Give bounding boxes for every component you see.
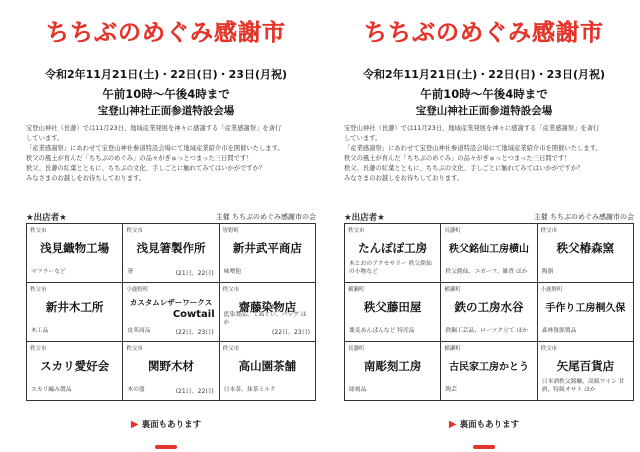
back-page-note (12, 418, 320, 430)
cell-area: 横瀬町 (348, 287, 365, 293)
intro-line: 秩父、長瀞の紅葉とともに、ちちぶの文化、手しごとに触れてみてはいかがですか？ (344, 165, 584, 172)
cell-area: 小鹿野町 (540, 287, 563, 293)
cell-area: 長瀞町 (444, 228, 461, 234)
cell-area: 秩父市 (540, 346, 558, 352)
cell-area: 小鹿野町 (126, 287, 149, 293)
cell-area: 秩父市 (540, 228, 558, 234)
cell-area: 秩父市 (126, 228, 143, 234)
exhibitor-cell (123, 342, 219, 401)
event-date: 令和2年11月21日(土)・22日(日)・23日(月祝) (362, 68, 606, 81)
cell-subname: Cowtail (172, 309, 215, 320)
cell-goods: 藍染製品、てぬぐい、バッグ ほか (223, 312, 307, 326)
cell-goods: 日本酒秩父銘醸、高級ワイン 甘酒、特級オサト ほか (541, 379, 625, 393)
cell-goods: 木とおのアクセサリー 秩父銘仙の小物など (349, 261, 432, 275)
cell-area: 横瀬町 (444, 287, 461, 293)
intro-line: 宝登山神社（長瀞）では11月23日、地域産業発展を神々に感謝する「産業感謝祭」を斎行 (26, 125, 282, 132)
section-label: ★出店者★ (26, 213, 67, 223)
cell-area: 秩父市 (30, 287, 47, 293)
cell-name: 新井武平商店 (232, 241, 302, 255)
cell-goods: 陶芸 (445, 387, 457, 393)
intro-line: 秩父の風土が育んだ「ちちぶのめぐみ」の品々がぎゅっとつまった三日間です！ (26, 155, 253, 162)
event-time: 午前10時～午後4時まで (420, 87, 548, 101)
event-venue: 宝登山神社正面参道特設会場 (97, 105, 235, 117)
section-label: ★出店者★ (344, 213, 385, 223)
exhibitor-cell (345, 342, 441, 401)
exhibitor-cell (537, 224, 633, 283)
cell-name: 鉄の工房水谷 (454, 300, 524, 314)
red-dash-decoration (330, 434, 638, 452)
cell-name: 新井木工所 (45, 300, 104, 314)
intro-line: みなさまのお越しをお待ちしております。 (344, 175, 464, 182)
cell-name: 矢尾百貨店 (556, 359, 615, 373)
exhibitor-cell (123, 283, 219, 342)
cell-area: 秩父市 (126, 346, 143, 352)
cell-name: 関野木材 (147, 359, 194, 373)
cell-goods: 彫刻品 (349, 387, 367, 393)
exhibitor-cell (27, 283, 123, 342)
cell-goods: マフラーなど (31, 269, 66, 275)
cell-name: 浅見織物工場 (40, 241, 110, 255)
exhibitor-cell (345, 283, 441, 342)
intro-line: 宝登山神社（長瀞）では11月23日、地域産業発展を神々に感謝する「産業感謝祭」を斎行 (344, 125, 600, 132)
intro-line: 「産業感謝祭」にあわせて宝登山神社参道特設会場にて地域産業紹介市を開催いたします。 (26, 145, 284, 152)
organizer: 主催 ちちぶのめぐみ感謝市の会 (533, 213, 634, 221)
arrow-icon: ▶ (448, 419, 457, 430)
cell-area: 長瀞町 (348, 346, 365, 352)
cell-name: たんぽぽ工房 (358, 241, 428, 255)
flyer-left (12, 0, 320, 452)
cell-name: 秩父藤田屋 (363, 300, 422, 314)
organizer: 主催 ちちぶのめぐみ感謝市の会 (215, 213, 316, 221)
cell-goods: 木工品 (31, 328, 49, 334)
exhibitor-cell (441, 224, 537, 283)
intro-line: しています。 (344, 135, 382, 142)
cell-area: 秩父市 (30, 346, 47, 352)
exhibitor-cell (123, 224, 219, 283)
cell-area: 秩父市 (222, 287, 240, 293)
cell-area: 秩父市 (222, 346, 240, 352)
exhibitor-cell (537, 283, 633, 342)
cell-goods: 秩父銘仙、ユカーフ、雑貨 ほか (445, 269, 528, 275)
cell-area: 秩父市 (348, 228, 365, 234)
intro-line: 「産業感謝祭」にあわせて宝登山神社参道特設会場にて地域産業紹介市を開催いたします。 (344, 145, 602, 152)
cell-goods: 木の器 (127, 387, 145, 393)
exhibitor-cell (441, 283, 537, 342)
cell-dates: (22日、23日) (272, 329, 310, 336)
cell-goods: 箸 (127, 269, 134, 275)
cell-name: 秩父銘仙工房横山 (448, 244, 529, 255)
exhibitor-grid (26, 223, 316, 401)
cell-dates: (22日、23日) (175, 329, 214, 336)
intro-line: みなさまのお越しをお待ちしております。 (26, 175, 146, 182)
cell-name: 高山園茶舗 (238, 359, 297, 373)
cell-goods: 鉄鋼工芸品、ローソク立て ほか (445, 328, 529, 334)
event-time: 午前10時～午後4時まで (102, 87, 230, 101)
flyer-right (330, 0, 638, 452)
cell-goods: 森林資源製品 (541, 328, 577, 334)
red-dash-decoration (12, 434, 320, 452)
intro-line: 秩父、長瀞の紅葉とともに、ちちぶの文化、手しごとに触れてみてはいかがですか？ (26, 165, 266, 172)
exhibitor-cell (219, 283, 315, 342)
cell-name: 齋藤染物店 (238, 300, 297, 314)
cell-name: 秩父椿森窯 (556, 241, 615, 255)
cell-dates: (21日、22日) (175, 388, 214, 395)
exhibitor-grid (344, 223, 634, 401)
exhibitor-cell (345, 224, 441, 283)
exhibitor-header (26, 211, 316, 223)
cell-name: 古民家工房かとう (448, 362, 529, 373)
cell-area: 横瀬町 (444, 346, 461, 352)
cell-area: 皆野町 (222, 228, 240, 234)
intro-line: しています。 (26, 135, 64, 142)
cell-area: 秩父市 (30, 228, 47, 234)
exhibitor-cell (27, 224, 123, 283)
exhibitor-cell (27, 342, 123, 401)
exhibitor-cell (219, 342, 315, 401)
cell-goods: 日本茶、抹茶ミルク (223, 387, 276, 393)
cell-name: カスタムレザーワークス (129, 298, 213, 307)
cell-name: 手作り工房桐久保 (545, 303, 626, 314)
cell-name: スカリ愛好会 (40, 359, 110, 373)
cell-goods: 陶器 (541, 269, 554, 275)
event-date: 令和2年11月21日(土)・22日(日)・23日(月祝) (44, 68, 288, 81)
intro-text (344, 124, 634, 184)
flyer-title: ちちぶのめぐみ感謝市 (364, 20, 604, 46)
arrow-icon: ▶ (130, 419, 139, 430)
cell-name: 南彫刻工房 (363, 359, 422, 373)
cell-goods: 蕎麦あんぱんなど 特産品 (349, 328, 415, 334)
exhibitor-header (344, 211, 634, 223)
cell-goods: 皮革商品 (127, 328, 151, 334)
footer-text: 裏面もあります (141, 420, 202, 430)
intro-line: 秩父の風土が育んだ「ちちぶのめぐみ」の品々がぎゅっとつまった三日間です！ (344, 155, 571, 162)
flyer-title: ちちぶのめぐみ感謝市 (46, 20, 286, 46)
cell-name: 浅見箸製作所 (136, 241, 206, 255)
exhibitor-cell (537, 342, 633, 401)
cell-goods: 味噌他 (223, 269, 242, 275)
exhibitor-cell (219, 224, 315, 283)
exhibitor-cell (441, 342, 537, 401)
event-venue: 宝登山神社正面参道特設会場 (415, 105, 553, 117)
footer-text: 裏面もあります (459, 420, 520, 430)
intro-text (26, 124, 316, 184)
cell-goods: スカリ編み製品 (31, 387, 72, 393)
cell-dates: (21日、22日) (175, 270, 214, 277)
back-page-note (330, 418, 638, 430)
